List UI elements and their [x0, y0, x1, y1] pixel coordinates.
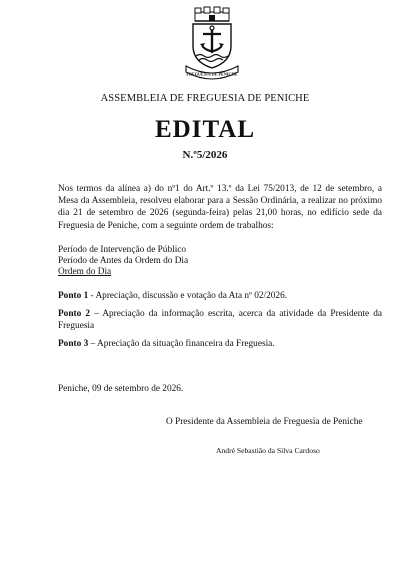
agenda-point [58, 308, 382, 333]
agenda-points [58, 290, 382, 355]
point-text: Apreciação da informação escrita, acerca da atividade da Presidente da Freguesia [58, 308, 382, 331]
place-date: Peniche, 09 de setembro de 2026. [58, 384, 184, 394]
point-text: Apreciação da situação financeira da Freguesia. [97, 338, 275, 349]
point-label: Ponto 1 [58, 291, 89, 301]
document-number: N.º5/2026 [182, 149, 228, 161]
signer-title: O Presidente da Assembleia de Freguesia de Peniche [166, 417, 363, 427]
point-separator: – [89, 308, 103, 319]
crest-ribbon-text: FREGUESIA DE PENICHE [186, 71, 238, 77]
document-title: EDITAL [154, 116, 255, 143]
point-label: Ponto 2 [58, 308, 90, 319]
point-separator: – [88, 338, 98, 349]
point-text: Apreciação, discussão e votação da Ata nº 02/2026. [95, 291, 288, 301]
assembly-heading: ASSEMBLEIA DE FREGUESIA DE PENICHE [100, 93, 310, 104]
point-separator: - [88, 291, 96, 301]
point-label: Ponto 3 [58, 338, 89, 349]
agenda-section: Período de Antes da Ordem do Dia [58, 256, 189, 266]
intro-paragraph: Nos termos da alínea a) do nº1 do Art.º 13.º da Lei 75/2013, de 12 de setembro, a Mesa da Assembleia, resolveu elaborar para a Sessão Ordinária, a realizar no próximo dia 21 de setembro de 2026 (segunda-feira) pelas 21,00 horas, no edifício sede da Freguesia de Peniche, com a seguinte ordem de trabalhos: [58, 184, 382, 231]
agenda-section-order-of-day: Ordem do Dia [58, 267, 112, 277]
agenda-sections [58, 245, 382, 278]
signer-name: André Sebastião da Silva Cardoso [216, 446, 320, 455]
agenda-point [58, 338, 382, 351]
agenda-point [58, 290, 382, 303]
agenda-section: Período de Intervenção de Público [58, 245, 187, 255]
coat-of-arms-logo [181, 6, 243, 84]
